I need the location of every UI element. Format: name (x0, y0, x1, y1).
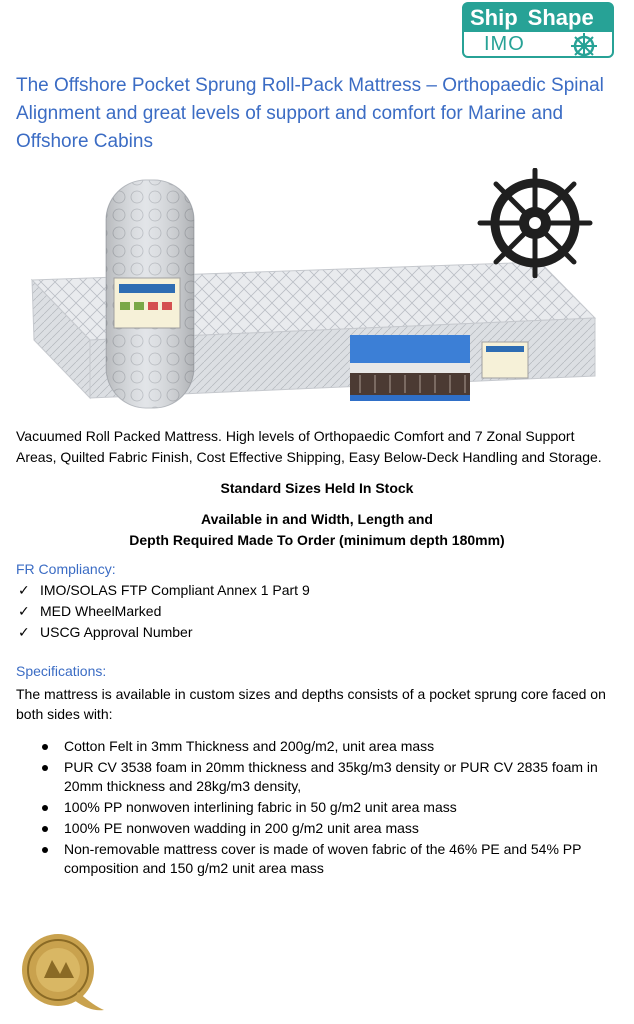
spec-item: 100% PE nonwoven wadding in 200 g/m2 unit area mass (40, 819, 620, 838)
logo-word-shape: Shape (527, 5, 594, 30)
shipshape-imo-logo (462, 2, 614, 58)
spec-item: Cotton Felt in 3mm Thickness and 200g/m2, unit area mass (40, 737, 620, 756)
ship-wheel-logo-icon (558, 32, 610, 56)
specifications-list (40, 737, 620, 880)
product-intro: Vacuumed Roll Packed Mattress. High levels of Orthopaedic Comfort and 7 Zonal Support Areas, Quilted Fabric Finish, Cost Effective Shipping, Easy Below-Deck Handling and Storage. (16, 428, 602, 465)
spec-item: Non-removable mattress cover is made of woven fabric of the 46% PE and 54% PP composition and 150 g/m2 unit area mass (40, 840, 620, 878)
ship-wheel-icon (470, 168, 600, 278)
fr-compliancy-heading: FR Compliancy: (16, 561, 116, 577)
issa-quality-seal-logo (16, 930, 106, 1015)
available-line-1: Available in and Width, Length and (201, 511, 433, 527)
available-line-2: Depth Required Made To Order (minimum depth 180mm) (129, 532, 505, 548)
logo-word-imo: IMO (484, 33, 525, 55)
spec-item: PUR CV 3538 foam in 20mm thickness and 35kg/m3 density or PUR CV 2835 foam in 20mm thickness and 28kg/m3 density, (40, 758, 620, 796)
page-title: The Offshore Pocket Sprung Roll-Pack Mattress – Orthopaedic Spinal Alignment and great levels of support and comfort for Marine and Offshore Cabins (16, 75, 604, 152)
specifications-intro: The mattress is available in custom sizes and depths consists of a pocket sprung core faced on both sides with: (16, 686, 606, 722)
check-item: ✓ USCG Approval Number (16, 622, 310, 643)
check-item: ✓ IMO/SOLAS FTP Compliant Annex 1 Part 9 (16, 580, 310, 601)
logo-top (464, 4, 612, 32)
standard-sizes-heading: Standard Sizes Held In Stock (220, 480, 414, 496)
logo-word-ship: Ship (470, 5, 518, 30)
check-item: ✓ MED WheelMarked (16, 601, 310, 622)
specifications-heading: Specifications: (16, 663, 107, 679)
fr-compliancy-list (16, 580, 310, 643)
spec-item: 100% PP nonwoven interlining fabric in 50 g/m2 unit area mass (40, 798, 620, 817)
